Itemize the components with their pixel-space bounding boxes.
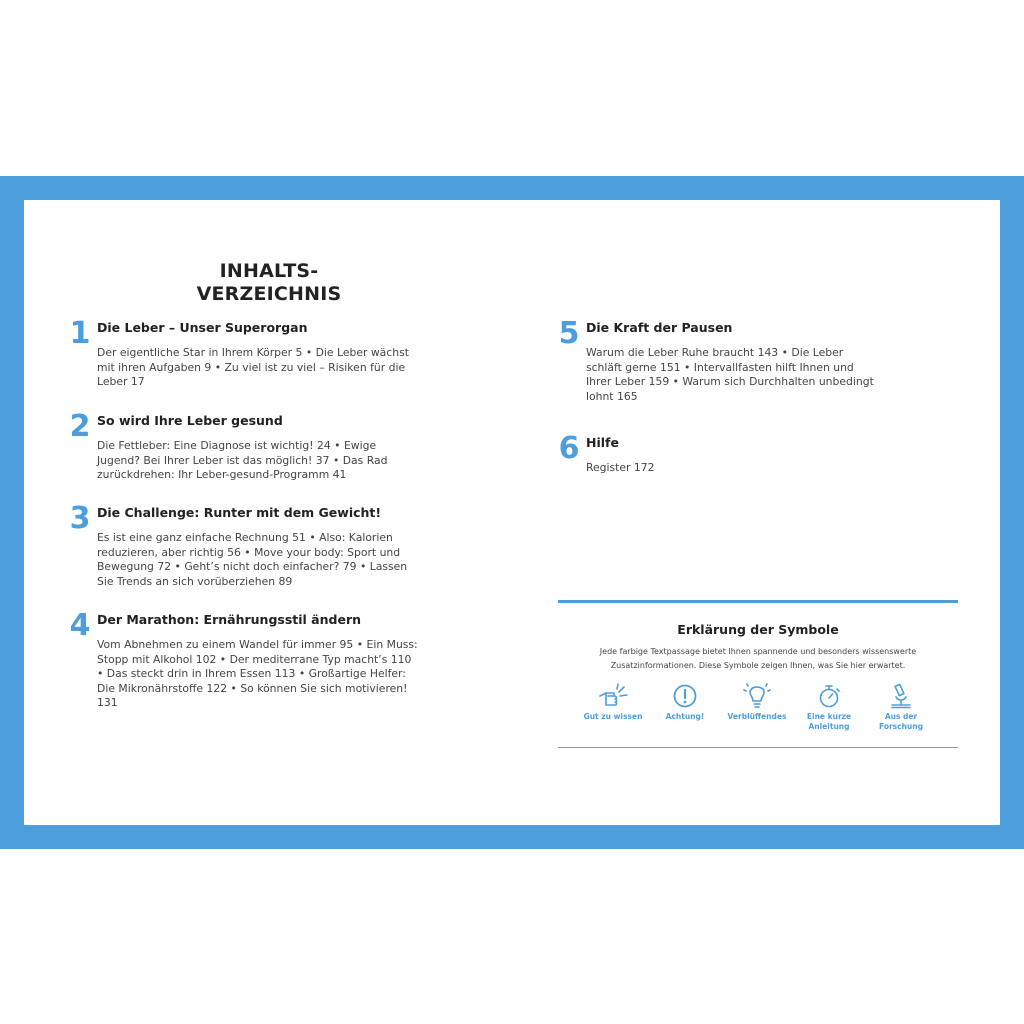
stopwatch-icon — [816, 683, 842, 709]
lightbulb-icon — [743, 683, 771, 709]
symbols-description: Jede farbige Textpassage bietet Ihnen spannende und besonders wissenswerte Zusatzinformationen. Diese Symbole zeigen Ihnen, was Sie hier erwartet. — [599, 647, 917, 670]
chapter-title: Die Challenge: Runter mit dem Gewicht! — [97, 505, 382, 520]
chapter-number: 5 — [558, 316, 580, 351]
symbol-label: Gut zu wissen — [583, 712, 643, 721]
chapter-contents: Register 172 — [586, 461, 655, 474]
symbol-item — [722, 683, 792, 722]
chapter-title: Der Marathon: Ernährungsstil ändern — [97, 612, 362, 627]
exclamation-circle-icon — [672, 683, 698, 709]
toc-page — [24, 200, 1000, 825]
symbol-item — [866, 683, 936, 731]
chapter-4 — [69, 608, 437, 711]
chapter-2 — [69, 409, 437, 483]
symbol-item — [794, 683, 864, 731]
chapter-contents: Es ist eine ganz einfache Rechnung 51 • Also: Kalorien reduzieren, aber richtig 56 • Move your body: Sport und Bewegung 72 • Geht’s nicht doch einfacher? 79 • Lassen Sie Trends an sich vorüberziehen 89 — [97, 531, 408, 588]
chapter-contents: Warum die Leber Ruhe braucht 143 • Die Leber schläft gerne 151 • Intervallfasten hilft Ihnen und Ihrer Leber 159 • Warum sich Durchhalten unbedingt lohnt 165 — [586, 346, 874, 403]
symbols-legend — [558, 600, 958, 748]
chapter-number: 3 — [69, 501, 91, 536]
chapter-title: Die Leber – Unser Superorgan — [97, 320, 308, 335]
book-spread-frame — [0, 176, 1024, 849]
chapter-title: Hilfe — [586, 435, 619, 450]
chapter-5 — [558, 316, 926, 404]
chapter-contents: Vom Abnehmen zu einem Wandel für immer 95 • Ein Muss: Stopp mit Alkohol 102 • Der mediterrane Typ macht’s 110 • Das steckt drin in Ihrem Essen 113 • Großartige Helfer: Die Mikronährstoffe 122 • So können Sie sich motivieren! 131 — [97, 638, 418, 709]
pointing-hand-icon — [597, 683, 629, 709]
chapter-1 — [69, 316, 437, 390]
chapter-title: Die Kraft der Pausen — [586, 320, 733, 335]
symbol-item — [650, 683, 720, 722]
chapter-3 — [69, 501, 437, 589]
chapter-number: 4 — [69, 608, 91, 643]
symbol-label: Eine kurze Anleitung — [806, 712, 852, 731]
symbol-label: Aus der Forschung — [879, 712, 923, 731]
chapter-6 — [558, 431, 926, 476]
chapter-number: 1 — [69, 316, 91, 351]
chapter-number: 2 — [69, 409, 91, 444]
chapter-contents: Der eigentliche Star in Ihrem Körper 5 • Die Leber wächst mit ihren Aufgaben 9 • Zu viel ist zu viel – Risiken für die Leber 17 — [97, 346, 409, 388]
toc-title-line-1: INHALTS- — [219, 260, 319, 282]
toc-title-line-2: VERZEICHNIS — [196, 283, 342, 305]
symbols-list — [578, 683, 948, 743]
toc-title — [174, 260, 364, 306]
symbol-label: Verblüffendes — [727, 712, 787, 721]
chapter-number: 6 — [558, 431, 580, 466]
chapter-title: So wird Ihre Leber gesund — [97, 413, 283, 428]
symbols-title: Erklärung der Symbole — [677, 622, 839, 637]
symbol-label: Achtung! — [665, 712, 705, 721]
chapter-contents: Die Fettleber: Eine Diagnose ist wichtig! 24 • Ewige Jugend? Bei Ihrer Leber ist das möglich! 37 • Das Rad zurückdrehen: Ihr Leber-gesund-Programm 41 — [97, 439, 388, 481]
microscope-icon — [888, 683, 914, 709]
symbol-item — [578, 683, 648, 722]
